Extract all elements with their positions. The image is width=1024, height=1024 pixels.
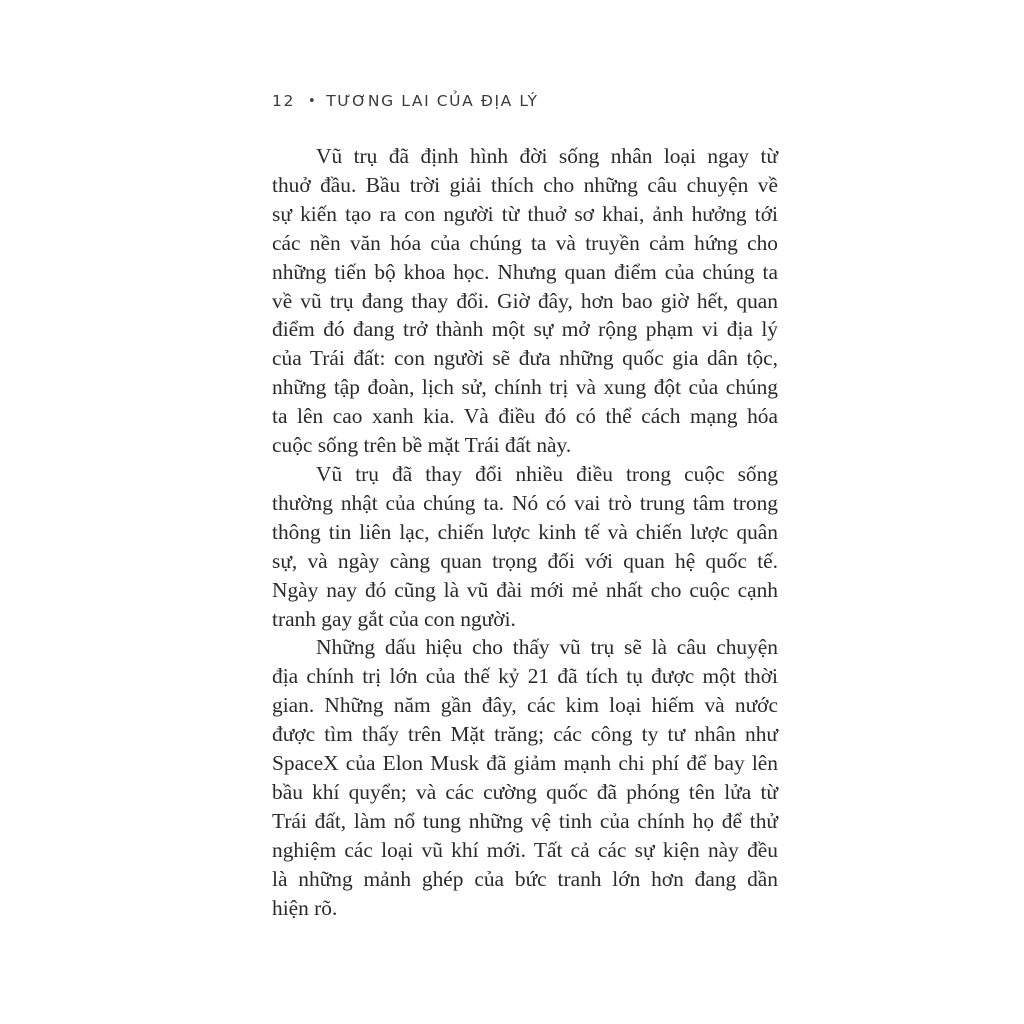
text-line: những tập đoàn, lịch sử, chính trị và xung đột của chúng [272,375,778,400]
text-line: ta lên cao xanh kia. Và điều đó có thể cách mạng hóa [272,404,778,429]
paragraph-2 [272,460,778,633]
text-line: của Trái đất: con người sẽ đưa những quốc gia dân tộc, [272,346,778,371]
text-line: Vũ trụ đã thay đổi nhiều điều trong cuộc sống [316,461,778,486]
book-title: TƯƠNG LAI CỦA ĐỊA LÝ [326,92,539,110]
text-line: gian. Những năm gần đây, các kim loại hiếm và nước [272,693,778,718]
text-line: hiện rõ. [272,895,338,920]
text-line: địa chính trị lớn của thế kỷ 21 đã tích tụ được một thời [272,664,778,689]
text-line: thường nhật của chúng ta. Nó có vai trò trung tâm trong [272,490,778,515]
text-line: sự, và ngày càng quan trọng đối với quan hệ quốc tế. [272,548,778,573]
text-line: cuộc sống trên bề mặt Trái đất này. [272,433,572,458]
text-line: về vũ trụ đang thay đổi. Giờ đây, hơn bao giờ hết, quan [272,288,778,313]
text-line: tranh gay gắt của con người. [272,606,516,631]
running-head [272,92,539,110]
body-text [272,142,778,922]
text-line: là những mảnh ghép của bức tranh lớn hơn đang dần [272,866,778,891]
text-line: thuở đầu. Bầu trời giải thích cho những câu chuyện về [272,172,778,197]
text-line: Vũ trụ đã định hình đời sống nhân loại ngay từ [316,144,778,168]
text-line: các nền văn hóa của chúng ta và truyền cảm hứng cho [272,230,778,255]
paragraph-1 [272,142,778,460]
text-line: những tiến bộ khoa học. Nhưng quan điểm của chúng ta [272,259,778,284]
text-line: SpaceX của Elon Musk đã giảm mạnh chi phí để bay lên [272,751,778,776]
text-line: được tìm thấy trên Mặt trăng; các công ty tư nhân như [272,722,778,747]
text-line: thông tin liên lạc, chiến lược kinh tế và chiến lược quân [272,519,778,544]
text-line: nghiệm các loại vũ khí mới. Tất cả các sự kiện này đều [272,837,778,862]
text-line: điểm đó đang trở thành một sự mở rộng phạm vi địa lý [272,317,778,342]
text-line: sự kiến tạo ra con người từ thuở sơ khai, ảnh hưởng tới [272,201,778,226]
text-line: Những dấu hiệu cho thấy vũ trụ sẽ là câu chuyện [316,635,778,660]
bullet-separator-icon: • [307,94,318,109]
text-line: Ngày nay đó cũng là vũ đài mới mẻ nhất cho cuộc cạnh [272,577,778,602]
text-line: Trái đất, làm nổ tung những vệ tinh của chính họ để thử [272,808,778,833]
text-line: bầu khí quyển; và các cường quốc đã phóng tên lửa từ [272,779,778,804]
paragraph-3 [272,633,778,922]
page-number: 12 [272,92,295,110]
